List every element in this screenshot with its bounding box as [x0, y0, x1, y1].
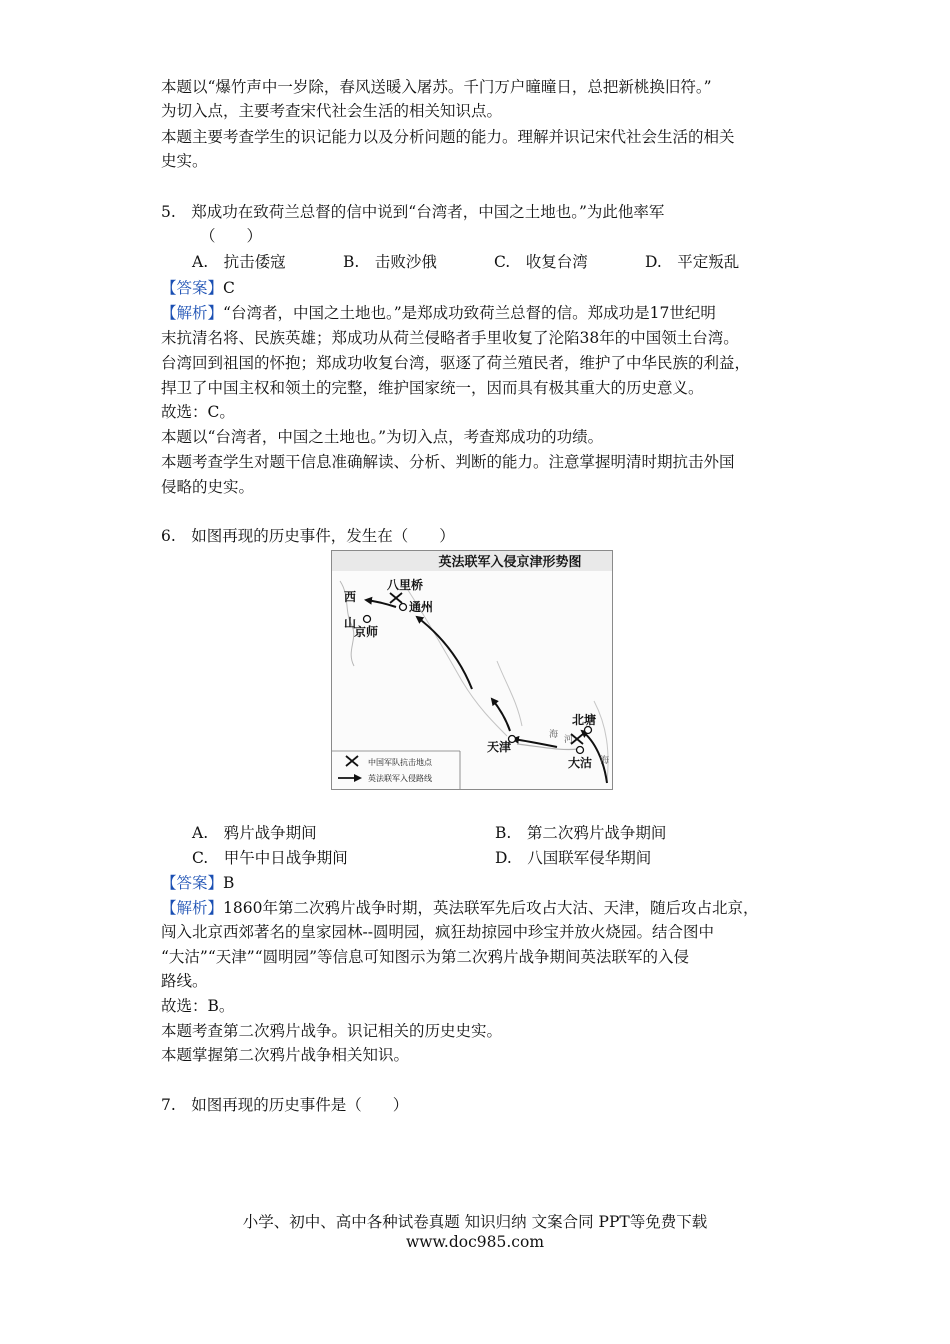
route-arrow — [492, 699, 510, 731]
text-line: 为切入点，主要考查宋代社会生活的相关知识点。 — [161, 102, 503, 120]
q6-note-2: 本题掌握第二次鸦片战争相关知识。 — [161, 1046, 410, 1064]
label-haihe-1: 海 — [549, 729, 559, 739]
footer-url: www.doc985.com — [405, 1233, 545, 1251]
q5-note-2: 本题考查学生对题干信息准确解读、分析、判断的能力。注意掌握明清时期抗击外国 — [161, 453, 735, 471]
city-marker-jingshi — [364, 616, 371, 623]
legend-battle-label: 中国军队抗击地点 — [368, 758, 432, 767]
label-tongzhou: 通州 — [409, 600, 434, 614]
q6-analysis-3: “大沽”“天津”“圆明园”等信息可知图示为第二次鸦片战争期间英法联军的入侵 — [161, 948, 690, 966]
label-tianjin: 天津 — [487, 740, 512, 754]
answer-tag: 【答案】 — [161, 874, 224, 892]
label-dagu: 大沽 — [568, 756, 593, 770]
question-7-stem: 7. 如图再现的历史事件是（ ） — [161, 1096, 409, 1114]
answer-value: C — [223, 279, 235, 297]
label-xishan-2: 山 — [344, 616, 357, 630]
route-arrow — [417, 617, 472, 689]
answer-value: B — [223, 874, 235, 892]
coast-line — [594, 701, 608, 783]
text-line: 本题主要考查学生的识记能力以及分析问题的能力。理解并识记宋代社会生活的相关 — [161, 128, 735, 146]
analysis-tag: 【解析】 — [161, 899, 224, 917]
q6-option-b: B. 第二次鸦片战争期间 — [495, 824, 667, 842]
question-5-paren: （ ） — [200, 227, 263, 245]
q6-analysis-1 — [161, 897, 758, 919]
text-line: 本题以“爆竹声中一岁除，春风送暖入屠苏。千门万户曈曈日，总把新桃换旧符。” — [161, 78, 712, 96]
label-beitang: 北塘 — [572, 713, 597, 727]
question-5-stem: 5. 郑成功在致荷兰总督的信中说到“台湾者，中国之土地也。”为此他率军 — [161, 203, 665, 221]
city-marker-dagu — [577, 747, 584, 754]
answer-tag: 【答案】 — [161, 279, 224, 297]
q5-option-d: D. 平定叛乱 — [645, 253, 740, 271]
river-line — [497, 661, 522, 726]
q5-analysis-2: 末抗清名将、民族英雄；郑成功从荷兰侵略者手里收复了沦陷38年的中国领土台湾。 — [161, 329, 739, 347]
analysis-text: “台湾者，中国之土地也。”是郑成功致荷兰总督的信。郑成功是17世纪明 — [223, 304, 716, 322]
q5-analysis-3: 台湾回到祖国的怀抱；郑成功收复台湾，驱逐了荷兰殖民者，维护了中华民族的利益， — [161, 354, 751, 372]
label-haihe-2: 河 — [564, 734, 574, 744]
q6-analysis-4: 路线。 — [161, 972, 208, 990]
q6-note-1: 本题考查第二次鸦片战争。识记相关的历史史实。 — [161, 1022, 503, 1040]
q5-option-a: A. 抗击倭寇 — [192, 253, 286, 271]
q6-option-c: C. 甲午中日战争期间 — [192, 849, 348, 867]
q6-option-d: D. 八国联军侵华期间 — [495, 849, 652, 867]
map-title: 英法联军入侵京津形势图 — [438, 554, 582, 569]
city-marker-tongzhou — [400, 604, 407, 611]
q5-choice: 故选：C。 — [161, 403, 235, 421]
city-marker-beitang — [585, 727, 592, 734]
q6-answer — [161, 872, 234, 894]
q6-option-a: A. 鸦片战争期间 — [192, 824, 317, 842]
q5-note-3: 侵略的史实。 — [161, 478, 255, 496]
q6-choice: 故选：B。 — [161, 997, 235, 1015]
battle-icon — [390, 593, 402, 603]
footer-line-1: 小学、初中、高中各种试卷真题 知识归纳 文案合同 PPT等免费下载 — [242, 1213, 708, 1231]
q6-analysis-2: 闯入北京西郊著名的皇家园林--圆明园，疯狂劫掠园中珍宝并放火烧园。结合图中 — [161, 923, 714, 941]
label-sea: 海 — [600, 755, 610, 765]
label-jingshi: 京师 — [354, 625, 379, 639]
analysis-tag: 【解析】 — [161, 304, 224, 322]
analysis-text: 1860年第二次鸦片战争时期，英法联军先后攻占大沽、天津，随后攻占北京， — [223, 899, 759, 917]
legend-route-label: 英法联军入侵路线 — [368, 774, 432, 783]
q5-option-c: C. 收复台湾 — [494, 253, 588, 271]
q5-analysis-1 — [161, 302, 716, 324]
map-legend — [332, 751, 460, 789]
q5-option-b: B. 击败沙俄 — [343, 253, 437, 271]
invasion-route-map — [331, 550, 613, 790]
q5-note-1: 本题以“台湾者，中国之土地也。”为切入点，考查郑成功的功绩。 — [161, 428, 604, 446]
q5-answer — [161, 277, 235, 299]
q5-analysis-4: 捍卫了中国主权和领土的完整，维护国家统一，因而具有极其重大的历史意义。 — [161, 379, 704, 397]
text-line: 史实。 — [161, 152, 208, 170]
label-baliqiao: 八里桥 — [387, 578, 424, 592]
label-xishan-1: 西 — [344, 590, 357, 604]
question-6-stem: 6. 如图再现的历史事件，发生在（ ） — [161, 527, 455, 545]
